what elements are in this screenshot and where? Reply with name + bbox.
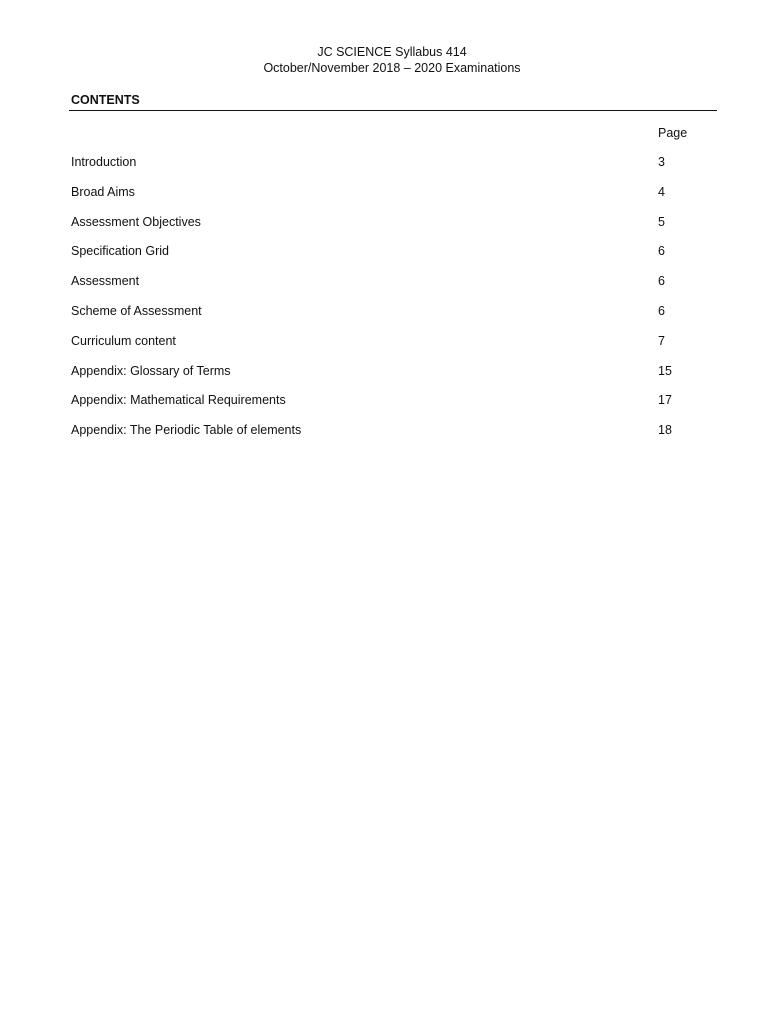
toc-entry — [71, 334, 711, 364]
toc-entry-title: Curriculum content — [71, 333, 176, 348]
toc-entry-page: 6 — [658, 303, 665, 318]
toc-entry-page: 6 — [658, 244, 665, 259]
header-syllabus-title: JC SCIENCE Syllabus 414 — [317, 45, 467, 59]
toc-entry-page: 6 — [658, 274, 665, 289]
toc-entry-title: Appendix: Mathematical Requirements — [71, 393, 286, 408]
header-examination-period: October/November 2018 – 2020 Examinations — [263, 61, 521, 75]
toc-entry — [71, 274, 711, 304]
toc-entry-page: 15 — [658, 363, 672, 378]
toc-entry — [71, 185, 711, 215]
toc-entry-title: Appendix: Glossary of Terms — [71, 363, 231, 378]
toc-entry-title: Specification Grid — [71, 244, 169, 259]
contents-heading: CONTENTS — [71, 93, 140, 107]
toc-entry-page: 18 — [658, 423, 672, 438]
toc-entry-title: Appendix: The Periodic Table of elements — [71, 423, 302, 438]
toc-entry-title: Assessment Objectives — [71, 214, 201, 229]
toc-entry-title: Introduction — [71, 155, 137, 169]
toc-entry — [71, 244, 711, 274]
toc-entry — [71, 393, 711, 423]
toc-entry-page: 17 — [658, 393, 672, 408]
toc-entry — [71, 215, 711, 245]
toc-entry-title: Assessment — [71, 274, 140, 289]
document-header — [0, 44, 768, 76]
toc-entry-title: Scheme of Assessment — [71, 303, 202, 318]
table-of-contents — [71, 155, 711, 453]
toc-entry — [71, 304, 711, 334]
toc-entry — [71, 423, 711, 453]
toc-entry-page: 5 — [658, 214, 665, 229]
toc-entry — [71, 155, 711, 185]
toc-entry — [71, 364, 711, 394]
contents-divider — [69, 110, 717, 111]
toc-entry-page: 4 — [658, 184, 665, 199]
toc-entry-page: 3 — [658, 155, 665, 169]
toc-entry-title: Broad Aims — [71, 184, 135, 199]
page-column-label: Page — [658, 126, 688, 140]
toc-entry-page: 7 — [658, 333, 665, 348]
